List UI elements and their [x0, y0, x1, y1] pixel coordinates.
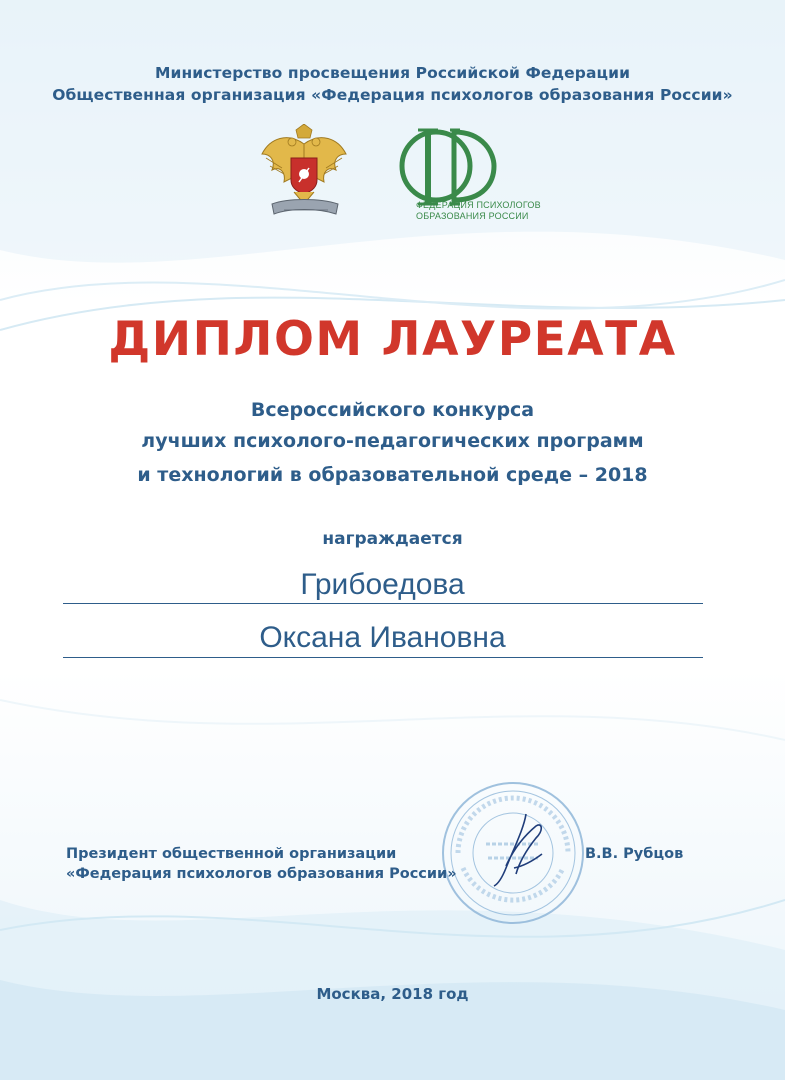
recipient-surname: Грибоедова: [300, 568, 465, 601]
contest-line-3: и технологий в образовательной среде – 2018: [137, 464, 648, 486]
signatory-position-line2: «Федерация психологов образования России»: [66, 866, 457, 882]
header-organization: Общественная организация «Федерация психологов образования России»: [52, 86, 733, 104]
recipient-given-names: Оксана Ивановна: [259, 621, 506, 654]
contest-line-2: лучших психолого-педагогических программ: [141, 430, 644, 452]
given-names-underline: [63, 657, 703, 658]
awarded-label: награждается: [322, 529, 463, 549]
header-ministry: Министерство просвещения Российской Федерации: [154, 64, 631, 82]
fpo-caption-line1: ФЕДЕРАЦИЯ ПСИХОЛОГОВ: [416, 200, 541, 210]
fpo-caption-line2: ОБРАЗОВАНИЯ РОССИИ: [416, 211, 529, 221]
signatory-name: В.В. Рубцов: [585, 846, 684, 862]
handwritten-signature-icon: [484, 808, 554, 888]
place-and-date: Москва, 2018 год: [316, 985, 469, 1003]
surname-underline: [63, 603, 703, 604]
diploma-title: ДИПЛОМ ЛАУРЕАТА: [108, 312, 677, 367]
contest-line-1: Всероссийского конкурса: [250, 399, 535, 421]
signatory-position-line1: Президент общественной организации: [66, 846, 397, 862]
coat-of-arms-icon: [258, 124, 350, 220]
